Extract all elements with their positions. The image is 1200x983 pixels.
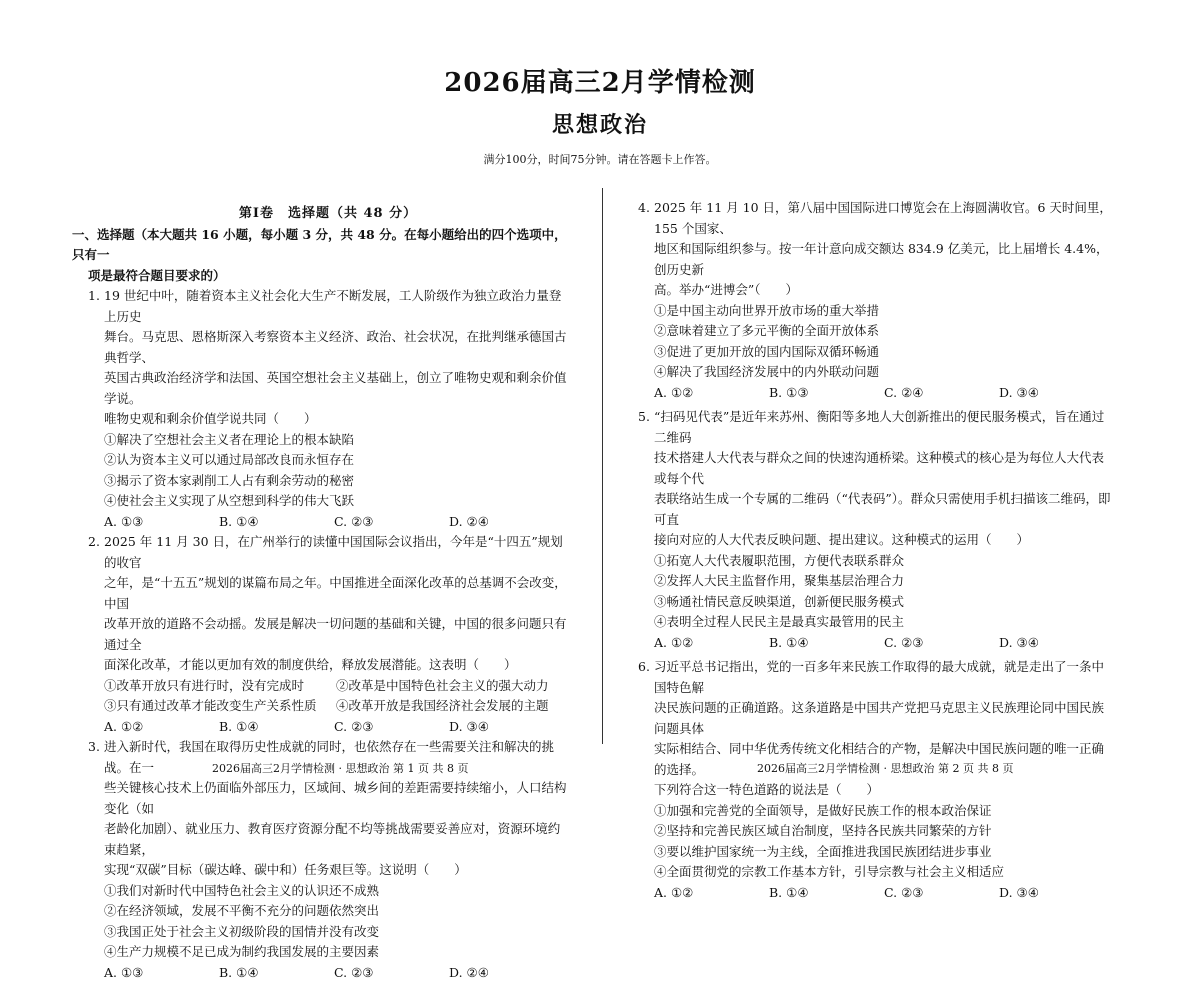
question-number: 4. (638, 198, 654, 219)
exam-note: 满分100分，时间75分钟。请在答题卡上作答。 (0, 151, 1200, 167)
option-2: ②在经济领域，发展不平衡不充分的问题依然突出 (88, 901, 568, 922)
choice-a: A. ①② (654, 383, 769, 404)
stem-line: 地区和国际组织参与。按一年计意向成交额达 834.9 亿美元，比上届增长 4.4%，创历史新 (638, 239, 1116, 280)
choice-b: B. ①④ (769, 883, 884, 904)
choice-d: D. ②④ (449, 963, 564, 983)
left-column (88, 204, 568, 983)
choice-b: B. ①④ (769, 633, 884, 654)
answer-choices (88, 963, 568, 983)
stem-line: 2025 年 11 月 30 日，在广州举行的读懂中国国际会议指出，今年是“十四五”规划的收官 (104, 534, 563, 570)
question-stem (88, 286, 568, 327)
option-2: ②意味着建立了多元平衡的全面开放体系 (638, 321, 1116, 342)
stem-line: 19 世纪中叶，随着资本主义社会化大生产不断发展，工人阶级作为独立政治力量登上历史 (104, 288, 561, 324)
option-3: ③只有通过改革才能改变生产关系性质 (104, 696, 336, 717)
choice-d: D. ③④ (999, 883, 1114, 904)
choice-c: C. ②③ (334, 512, 449, 533)
option-2: ②发挥人大民主监督作用，聚集基层治理合力 (638, 571, 1116, 592)
stem-line: 些关键核心技术上仍面临外部压力，区域间、城乡间的差距需要持续缩小，人口结构变化（如 (88, 778, 568, 819)
option-3: ③要以维护国家统一为主线，全面推进我国民族团结进步事业 (638, 842, 1116, 863)
choice-d: D. ③④ (999, 633, 1114, 654)
section-head-line1: 一、选择题（本大题共 16 小题，每小题 3 分，共 48 分。在每小题给出的四个选项中，只有一 (72, 225, 568, 266)
choice-d: D. ③④ (449, 717, 564, 738)
question-stem (638, 407, 1116, 448)
stem-line: 面深化改革，才能以更加有效的制度供给，释放发展潜能。这表明（ ） (88, 655, 568, 676)
option-1: ①改革开放只有进行时，没有完成时 (104, 676, 336, 697)
option-3: ③促进了更加开放的国内国际双循环畅通 (638, 342, 1116, 363)
choice-b: B. ①④ (219, 717, 334, 738)
question-number: 6. (638, 657, 654, 678)
answer-choices (638, 633, 1116, 654)
stem-line: 下列符合这一特色道路的说法是（ ） (638, 780, 1116, 801)
choice-d: D. ②④ (449, 512, 564, 533)
section-head-line2: 项是最符合题目要求的） (88, 266, 568, 287)
option-3: ③畅通社情民意反映渠道，创新便民服务模式 (638, 592, 1116, 613)
option-1: ①我们对新时代中国特色社会主义的认识还不成熟 (88, 881, 568, 902)
exam-title: 2026届高三2月学情检测 (0, 62, 1200, 99)
option-2: ②坚持和完善民族区域自治制度，坚持各民族共同繁荣的方针 (638, 821, 1116, 842)
stem-line: 进入新时代，我国在取得历史性成就的同时，也依然存在一些需要关注和解决的挑战。在一 (104, 739, 554, 775)
choice-a: A. ①② (654, 883, 769, 904)
option-row (88, 676, 568, 697)
choice-d: D. ③④ (999, 383, 1114, 404)
page-footer-right: 2026届高三2月学情检测 · 思想政治 第 2 页 共 8 页 (757, 760, 1013, 776)
stem-line: 实际相结合、同中华优秀传统文化相结合的产物，是解决中国民族问题的唯一正确的选择。 (638, 739, 1116, 780)
choice-a: A. ①③ (104, 963, 219, 983)
option-4: ④全面贯彻党的宗教工作基本方针，引导宗教与社会主义相适应 (638, 862, 1116, 883)
choice-a: A. ①③ (104, 512, 219, 533)
option-4: ④使社会主义实现了从空想到科学的伟大飞跃 (88, 491, 568, 512)
question-number: 2. (88, 532, 104, 553)
stem-line: 习近平总书记指出，党的一百多年来民族工作取得的最大成就，就是走出了一条中国特色解 (654, 659, 1104, 695)
stem-line: 技术搭建人大代表与群众之间的快速沟通桥梁。这种模式的核心是为每位人大代表或每个代 (638, 448, 1116, 489)
option-4: ④表明全过程人民民主是最真实最管用的民主 (638, 612, 1116, 633)
choice-b: B. ①③ (769, 383, 884, 404)
choice-c: C. ②③ (334, 963, 449, 983)
option-row (88, 696, 568, 717)
stem-line: 之年，是“十五五”规划的谋篇布局之年。中国推进全面深化改革的总基调不会改变，中国 (88, 573, 568, 614)
stem-line: “扫码见代表”是近年来苏州、衡阳等多地人大创新推出的便民服务模式，旨在通过二维码 (654, 409, 1104, 445)
stem-line: 唯物史观和剩余价值学说共同（ ） (88, 409, 568, 430)
option-4: ④生产力规模不足已成为制约我国发展的主要因素 (88, 942, 568, 963)
question-4 (638, 198, 1116, 403)
stem-line: 改革开放的道路不会动摇。发展是解决一切问题的基础和关键，中国的很多问题只有通过全 (88, 614, 568, 655)
stem-line: 老龄化加剧）、就业压力、教育医疗资源分配不均等挑战需要妥善应对，资源环境约束趋紧， (88, 819, 568, 860)
part-title: 第Ⅰ卷 选择题（共 48 分） (88, 204, 568, 225)
stem-line: 舞台。马克思、恩格斯深入考察资本主义经济、政治、社会状况，在批判继承德国古典哲学、 (88, 327, 568, 368)
option-4: ④解决了我国经济发展中的内外联动问题 (638, 362, 1116, 383)
question-1 (88, 286, 568, 532)
choice-c: C. ②③ (884, 883, 999, 904)
stem-line: 2025 年 11 月 10 日，第八届中国国际进口博览会在上海圆满收官。6 天时间里，155 个国家、 (654, 200, 1112, 236)
question-number: 1. (88, 286, 104, 307)
option-2: ②改革是中国特色社会主义的强大动力 (336, 676, 568, 697)
option-2: ②认为资本主义可以通过局部改良而永恒存在 (88, 450, 568, 471)
stem-line: 高。举办“进博会”（ ） (638, 280, 1116, 301)
right-column (638, 198, 1116, 903)
option-3: ③揭示了资本家剥削工人占有剩余劳动的秘密 (88, 471, 568, 492)
question-number: 5. (638, 407, 654, 428)
stem-line: 表联络站生成一个专属的二维码（“代表码”）。群众只需使用手机扫描该二维码，即可直 (638, 489, 1116, 530)
choice-b: B. ①④ (219, 512, 334, 533)
answer-choices (88, 512, 568, 533)
answer-choices (638, 383, 1116, 404)
choice-b: B. ①④ (219, 963, 334, 983)
stem-line: 决民族问题的正确道路。这条道路是中国共产党把马克思主义民族理论同中国民族问题具体 (638, 698, 1116, 739)
stem-line: 实现“双碳”目标（碳达峰、碳中和）任务艰巨等。这说明（ ） (88, 860, 568, 881)
stem-line: 接向对应的人大代表反映问题、提出建议。这种模式的运用（ ） (638, 530, 1116, 551)
choice-c: C. ②③ (884, 633, 999, 654)
question-stem (638, 657, 1116, 698)
subject-title: 思想政治 (0, 108, 1200, 139)
section-instruction (88, 225, 568, 287)
choice-a: A. ①② (654, 633, 769, 654)
column-divider (602, 188, 603, 744)
answer-choices (638, 883, 1116, 904)
question-6 (638, 657, 1116, 903)
choice-c: C. ②③ (334, 717, 449, 738)
question-5 (638, 407, 1116, 653)
option-1: ①拓宽人大代表履职范围，方便代表联系群众 (638, 551, 1116, 572)
option-3: ③我国正处于社会主义初级阶段的国情并没有改变 (88, 922, 568, 943)
question-stem (88, 532, 568, 573)
option-1: ①加强和完善党的全面领导，是做好民族工作的根本政治保证 (638, 801, 1116, 822)
option-1: ①是中国主动向世界开放市场的重大举措 (638, 301, 1116, 322)
choice-c: C. ②④ (884, 383, 999, 404)
option-1: ①解决了空想社会主义者在理论上的根本缺陷 (88, 430, 568, 451)
page-footer-left: 2026届高三2月学情检测 · 思想政治 第 1 页 共 8 页 (212, 760, 468, 776)
question-stem (638, 198, 1116, 239)
option-4: ④改革开放是我国经济社会发展的主题 (336, 696, 568, 717)
answer-choices (88, 717, 568, 738)
choice-a: A. ①② (104, 717, 219, 738)
stem-line: 英国古典政治经济学和法国、英国空想社会主义基础上，创立了唯物史观和剩余价值学说。 (88, 368, 568, 409)
question-number: 3. (88, 737, 104, 758)
question-2 (88, 532, 568, 737)
